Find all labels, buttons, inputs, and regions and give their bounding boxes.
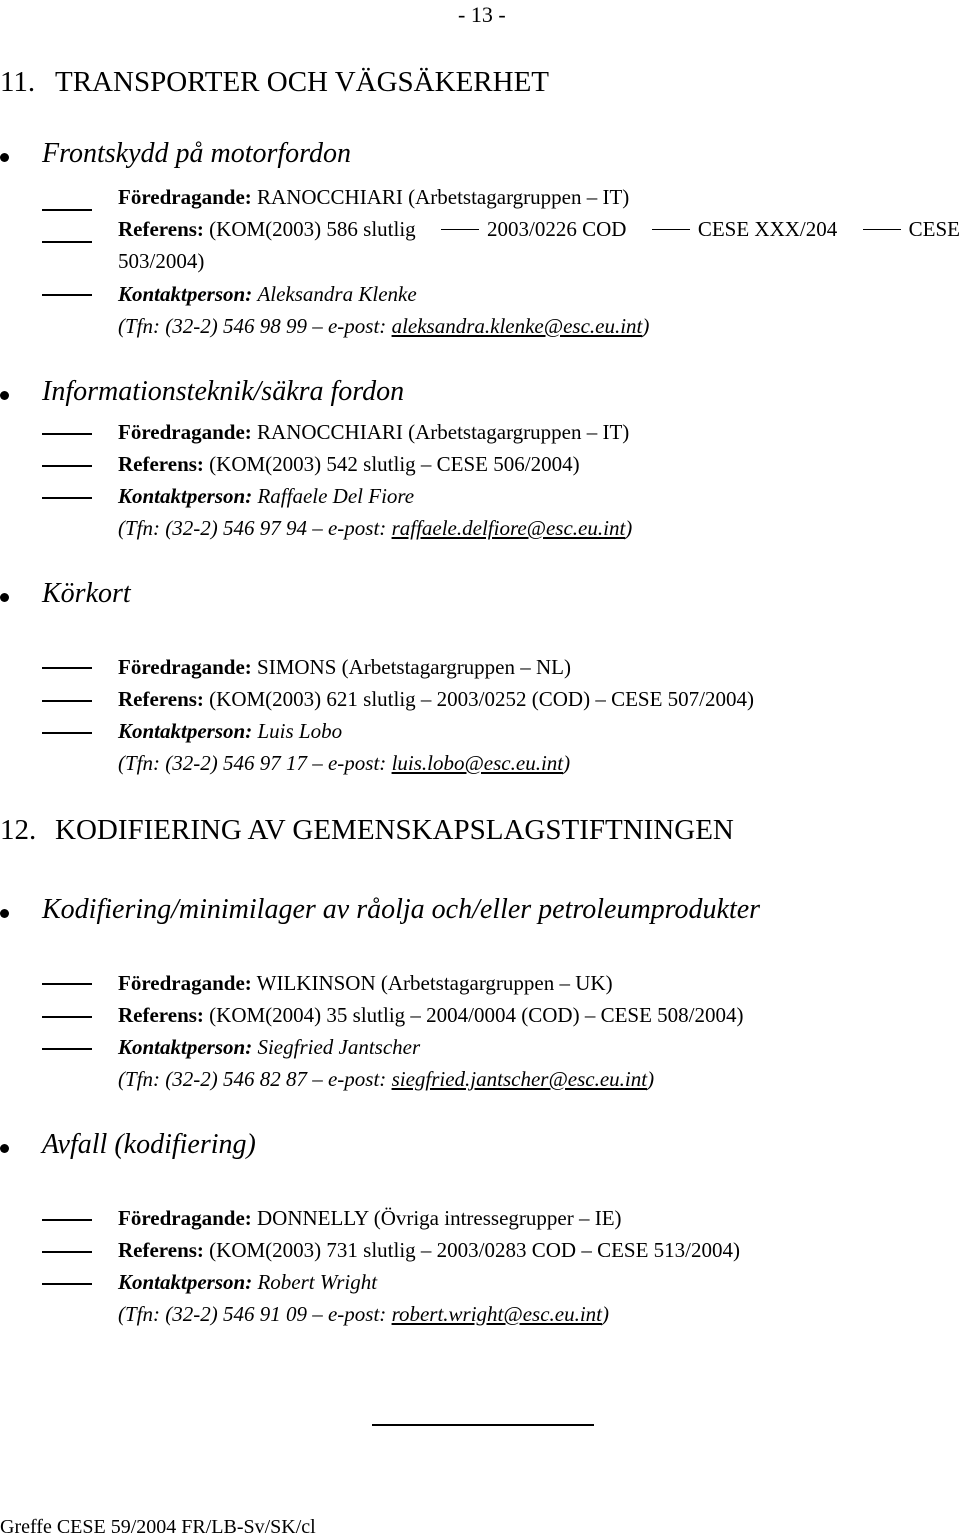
rapporteur-line — [118, 185, 629, 210]
reference-part: CESE XXX/204 — [697, 217, 838, 241]
phone-email-line: (Tfn: (32-2) 546 98 99 – e-post: aleksandra.klenke@esc.eu.int) — [118, 314, 650, 338]
reference-part: (KOM(2003) 586 slutlig — [209, 217, 416, 241]
section-title: TRANSPORTER OCH VÄGSÄKERHET — [55, 66, 549, 98]
rapporteur-value: DONNELLY (Övriga intressegrupper – IE) — [257, 1206, 622, 1230]
contact-name: Raffaele Del Fiore — [257, 484, 415, 508]
reference-value: (KOM(2004) 35 slutlig – 2004/0004 (COD) – CESE 508/2004) — [209, 1003, 744, 1027]
contact-name: Robert Wright — [257, 1270, 378, 1294]
reference-label: Referens: — [118, 687, 204, 711]
phone-email-line: (Tfn: (32-2) 546 82 87 – e-post: siegfried.jantscher@esc.eu.int) — [118, 1067, 655, 1091]
contact-name: Aleksandra Klenke — [257, 282, 417, 306]
phone-email-line: (Tfn: (32-2) 546 97 94 – e-post: raffaele.delfiore@esc.eu.int) — [118, 516, 633, 540]
rapporteur-value: RANOCCHIARI (Arbetstagargruppen – IT) — [257, 185, 630, 209]
dash-icon — [42, 983, 92, 985]
dash-icon — [42, 732, 92, 734]
reference-value: (KOM(2003) 731 slutlig – 2003/0283 COD – CESE 513/2004) — [209, 1238, 741, 1262]
contact-line — [118, 719, 342, 744]
reference-line — [118, 217, 960, 242]
epost-label: e-post: — [327, 1067, 387, 1091]
dash-icon — [42, 1251, 92, 1253]
phone-number: (32-2) 546 97 17 — [165, 751, 307, 775]
section-number: 11. — [0, 66, 36, 98]
email-link[interactable]: aleksandra.klenke@esc.eu.int — [391, 314, 643, 338]
email-link[interactable]: raffaele.delfiore@esc.eu.int — [391, 516, 626, 540]
contact-name: Luis Lobo — [257, 719, 343, 743]
item-title-text: Kodifiering/minimilager av råolja och/eller petroleumprodukter — [42, 894, 761, 925]
rapporteur-value: SIMONS (Arbetstagargruppen – NL) — [257, 655, 571, 679]
email-link[interactable]: siegfried.jantscher@esc.eu.int — [391, 1067, 648, 1091]
dash-icon — [42, 294, 92, 296]
section-number: 12. — [0, 814, 37, 846]
tfn-label: (Tfn: — [118, 1067, 160, 1091]
email-link[interactable]: luis.lobo@esc.eu.int — [391, 751, 564, 775]
phone-email-line: (Tfn: (32-2) 546 97 17 – e-post: luis.lobo@esc.eu.int) — [118, 751, 571, 775]
section-title: KODIFIERING AV GEMENSKAPSLAGSTIFTNINGEN — [55, 814, 734, 846]
close-paren: ) — [625, 516, 633, 540]
rapporteur-label: Föredragande: — [118, 655, 252, 679]
section-heading-12 — [0, 814, 734, 847]
contact-label: Kontaktperson: — [118, 484, 253, 508]
reference-label: Referens: — [118, 1238, 204, 1262]
tfn-label: (Tfn: — [118, 1302, 160, 1326]
contact-line — [118, 1035, 420, 1060]
reference-label: Referens: — [118, 452, 204, 476]
epost-label: e-post: — [327, 516, 387, 540]
contact-label: Kontaktperson: — [118, 719, 253, 743]
dash-icon — [42, 1283, 92, 1285]
item-title-text: Frontskydd på motorfordon — [42, 138, 352, 169]
reference-line — [118, 687, 754, 712]
reference-value: (KOM(2003) 542 slutlig – CESE 506/2004) — [209, 452, 580, 476]
rapporteur-value: WILKINSON (Arbetstagargruppen – UK) — [256, 971, 613, 995]
bullet-icon — [0, 153, 9, 162]
rapporteur-line — [118, 420, 629, 445]
reference-part: 2003/0226 COD — [487, 217, 627, 241]
phone-number: (32-2) 546 91 09 — [165, 1302, 307, 1326]
email-link[interactable]: robert.wright@esc.eu.int — [391, 1302, 603, 1326]
close-paren: ) — [647, 1067, 655, 1091]
close-paren: ) — [642, 314, 650, 338]
epost-label: e-post: — [327, 751, 387, 775]
reference-line — [118, 1003, 744, 1028]
phone-number: (32-2) 546 97 94 — [165, 516, 307, 540]
rapporteur-line — [118, 971, 613, 996]
contact-line — [118, 484, 414, 509]
phone-email-line: (Tfn: (32-2) 546 91 09 – e-post: robert.wright@esc.eu.int) — [118, 1302, 610, 1326]
contact-label: Kontaktperson: — [118, 282, 253, 306]
rapporteur-label: Föredragande: — [118, 1206, 252, 1230]
contact-line — [118, 1270, 377, 1295]
bullet-icon — [0, 1144, 9, 1153]
contact-label: Kontaktperson: — [118, 1035, 253, 1059]
contact-line — [118, 282, 417, 307]
dash-icon — [441, 229, 479, 231]
dash-icon — [42, 667, 92, 669]
reference-value: (KOM(2003) 621 slutlig – 2003/0252 (COD) – CESE 507/2004) — [209, 687, 754, 711]
rapporteur-label: Föredragande: — [118, 420, 252, 444]
dash-icon — [42, 700, 92, 702]
rapporteur-line — [118, 1206, 622, 1231]
epost-label: e-post: — [327, 1302, 387, 1326]
dash-icon — [42, 241, 92, 243]
footer-reference: Greffe CESE 59/2004 FR/LB-Sv/SK/cl — [0, 1516, 316, 1538]
tfn-label: (Tfn: — [118, 314, 160, 338]
dash-icon — [42, 1048, 92, 1050]
dash-icon — [863, 229, 901, 231]
page-number: - 13 - — [458, 2, 506, 27]
dash-icon — [42, 1016, 92, 1018]
reference-label: Referens: — [118, 217, 204, 241]
dash-icon — [42, 1219, 92, 1221]
bullet-icon — [0, 593, 9, 602]
end-rule — [372, 1424, 594, 1426]
reference-line — [118, 1238, 740, 1263]
item-title-text: Informationsteknik/säkra fordon — [42, 376, 405, 407]
phone-number: (32-2) 546 98 99 — [165, 314, 307, 338]
rapporteur-value: RANOCCHIARI (Arbetstagargruppen – IT) — [257, 420, 630, 444]
dash-icon — [42, 497, 92, 499]
close-paren: ) — [602, 1302, 610, 1326]
contact-name: Siegfried Jantscher — [257, 1035, 421, 1059]
reference-line — [118, 452, 580, 477]
tfn-label: (Tfn: — [118, 751, 160, 775]
reference-continuation: 503/2004) — [118, 249, 205, 273]
rapporteur-line — [118, 655, 571, 680]
reference-label: Referens: — [118, 1003, 204, 1027]
dash-icon — [42, 465, 92, 467]
bullet-icon — [0, 909, 9, 918]
dash-icon — [42, 209, 92, 211]
section-heading-11 — [0, 66, 549, 99]
tfn-label: (Tfn: — [118, 516, 160, 540]
item-title-text: Körkort — [42, 578, 131, 609]
epost-label: e-post: — [327, 314, 387, 338]
contact-label: Kontaktperson: — [118, 1270, 253, 1294]
reference-part: CESE — [908, 217, 960, 241]
dash-icon — [42, 433, 92, 435]
bullet-icon — [0, 391, 9, 400]
dash-icon — [652, 229, 690, 231]
phone-number: (32-2) 546 82 87 — [165, 1067, 307, 1091]
close-paren: ) — [563, 751, 571, 775]
item-title-text: Avfall (kodifiering) — [42, 1129, 256, 1160]
rapporteur-label: Föredragande: — [118, 185, 252, 209]
rapporteur-label: Föredragande: — [118, 971, 252, 995]
